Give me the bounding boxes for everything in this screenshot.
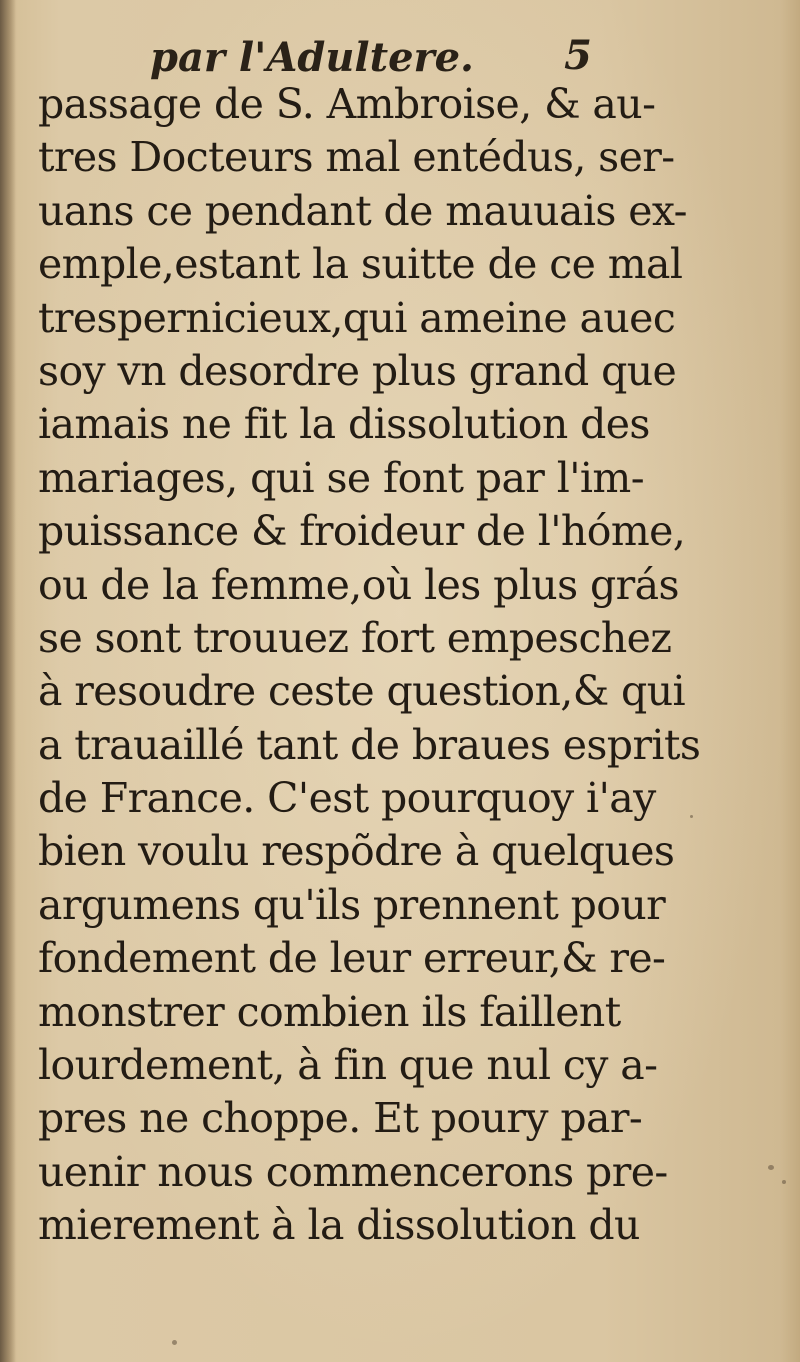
running-head <box>150 26 610 86</box>
body-text <box>38 78 701 1253</box>
page-number: 5 <box>564 32 592 79</box>
text-line: puissance & froideur de l'hóme, <box>38 507 686 556</box>
text-line: à resoudre ceste question,& qui <box>38 667 686 716</box>
text-line: passage de S. Ambroise, & au- <box>38 80 656 128</box>
text-line: se sont trouuez fort empeschez <box>38 613 672 662</box>
text-line: argumens qu'ils prennent pour <box>38 880 666 929</box>
text-line: de France. C'est pourquoy i'ay <box>38 774 656 823</box>
paper-speck <box>782 1180 786 1184</box>
text-line: monstrer combien ils faillent <box>38 987 621 1036</box>
paper-speck <box>172 1340 177 1345</box>
text-line: mariages, qui se font par l'im- <box>38 453 644 502</box>
text-line: iamais ne fit la dissolution des <box>38 400 650 449</box>
text-line: uenir nous commencerons pre- <box>38 1147 668 1196</box>
running-title: par l'Adultere. <box>150 34 474 81</box>
text-line: trespernicieux,qui ameine auec <box>38 293 676 342</box>
paper-speck <box>768 1165 774 1170</box>
text-line: uans ce pendant de mauuais ex- <box>38 186 687 235</box>
binding-gutter <box>0 0 16 1362</box>
text-line: mierement à la dissolution du <box>38 1201 640 1250</box>
text-line: ou de la femme,où les plus grás <box>38 560 679 609</box>
text-line: soy vn desordre plus grand que <box>38 346 677 395</box>
text-line: fondement de leur erreur,& re- <box>38 934 666 983</box>
text-line: emple,estant la suitte de ce mal <box>38 240 683 289</box>
paper-speck <box>690 815 693 818</box>
text-line: pres ne choppe. Et poury par- <box>38 1094 643 1143</box>
text-line: lourdement, à fin que nul cy a- <box>38 1041 658 1090</box>
text-line: tres Docteurs mal entédus, ser- <box>38 133 675 182</box>
text-line: a trauaillé tant de braues esprits <box>38 720 701 769</box>
text-line: bien voulu respõdre à quelques <box>38 827 675 876</box>
